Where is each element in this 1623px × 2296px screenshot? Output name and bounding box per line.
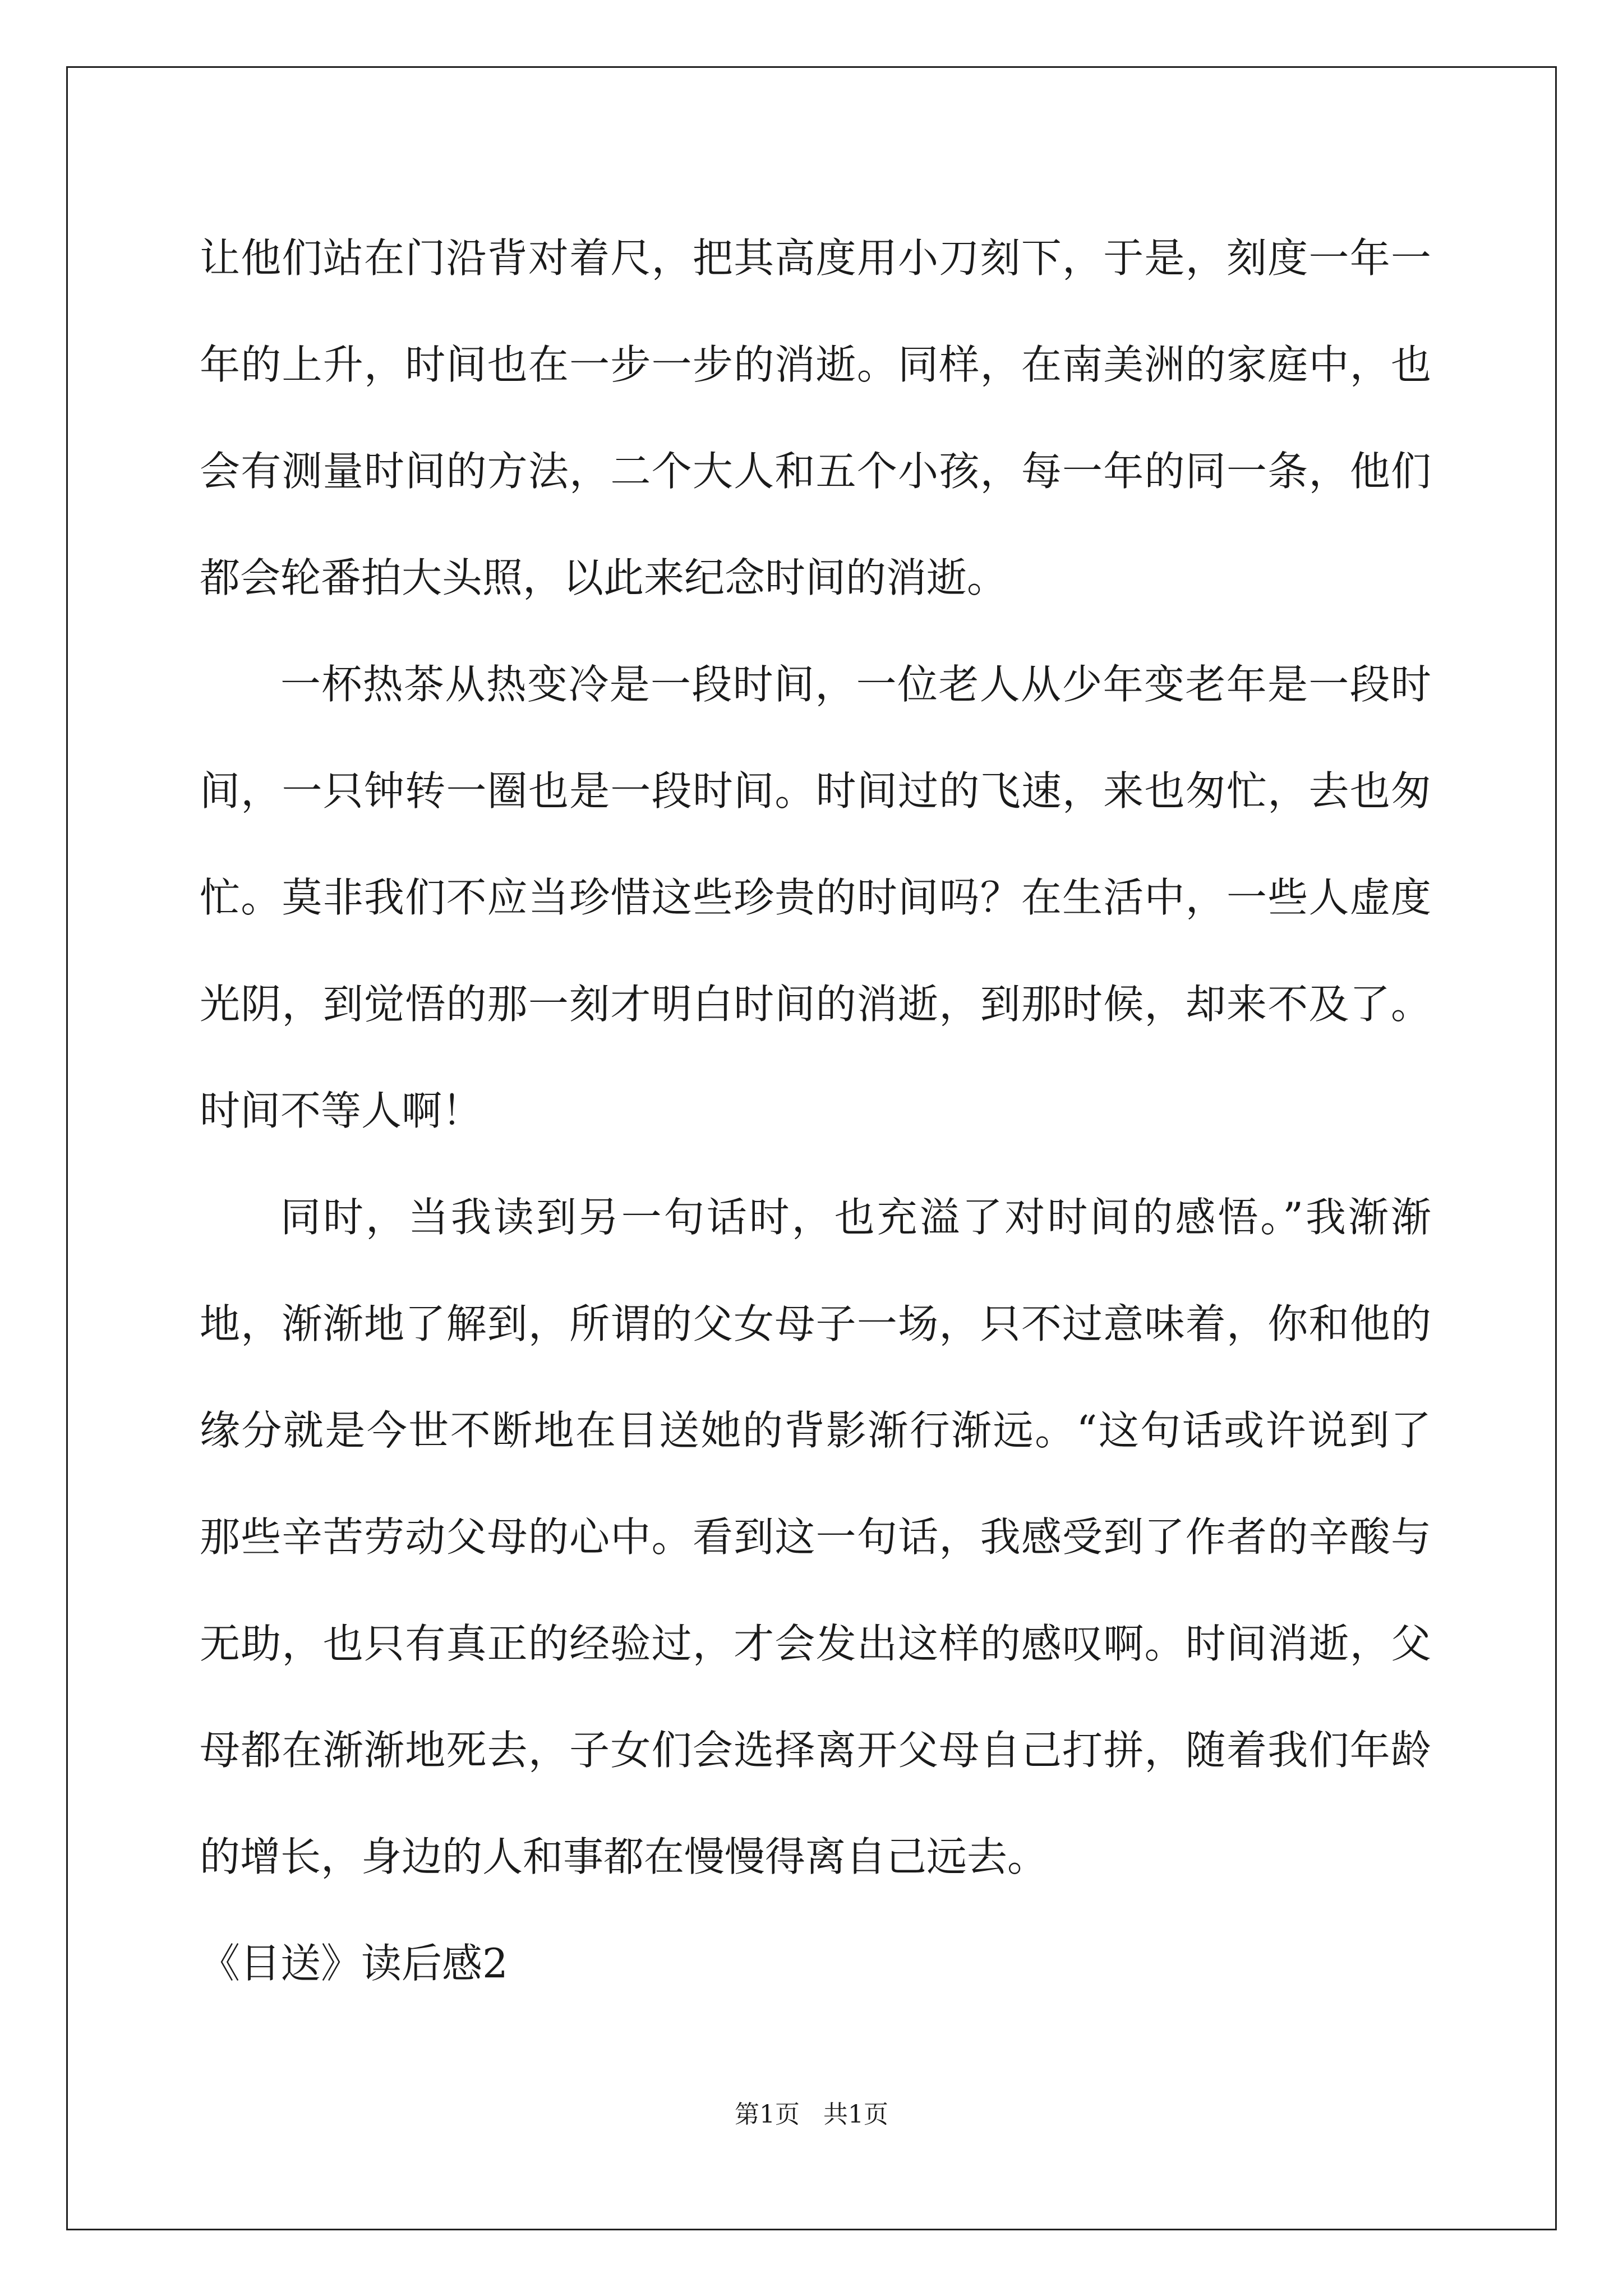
paragraph-2: 一杯热茶从热变冷是一段时间，一位老人从少年变老年是一段时间，一只钟转一圈也是一段时间。时间过的飞速，来也匆忙，去也匆忙。莫非我们不应当珍惜这些珍贵的时间吗？在生活中，一些人虚度光阴，到觉悟的那一刻才明白时间的消逝，到那时候，却来不及了。时间不等人啊！ [200,661,1431,1134]
paragraph-3: 同时，当我读到另一句话时，也充溢了对时间的感悟。”我渐渐地，渐渐地了解到，所谓的父女母子一场，只不过意味着，你和他的缘分就是今世不断地在目送她的背影渐行渐远。“这句话或许说到了那些辛苦劳动父母的心中。看到这一句话，我感受到了作者的辛酸与无助，也只有真正的经验过，才会发出这样的感叹啊。时间消逝，父母都在渐渐地死去，子女们会选择离开父母自己打拼，随着我们年龄的增长，身边的人和事都在慢慢得离自己远去。 [200,1194,1431,1880]
page-footer: 第1页 共1页 [735,2100,888,2129]
document-body [200,205,1431,2017]
section-heading: 《目送》读后感2 [200,1940,508,1987]
paragraph-1: 让他们站在门沿背对着尺，把其高度用小刀刻下，于是，刻度一年一年的上升，时间也在一步一步的消逝。同样，在南美洲的家庭中，也会有测量时间的方法，二个大人和五个小孩，每一年的同一条，他们都会轮番拍大头照，以此来纪念时间的消逝。 [200,234,1431,601]
